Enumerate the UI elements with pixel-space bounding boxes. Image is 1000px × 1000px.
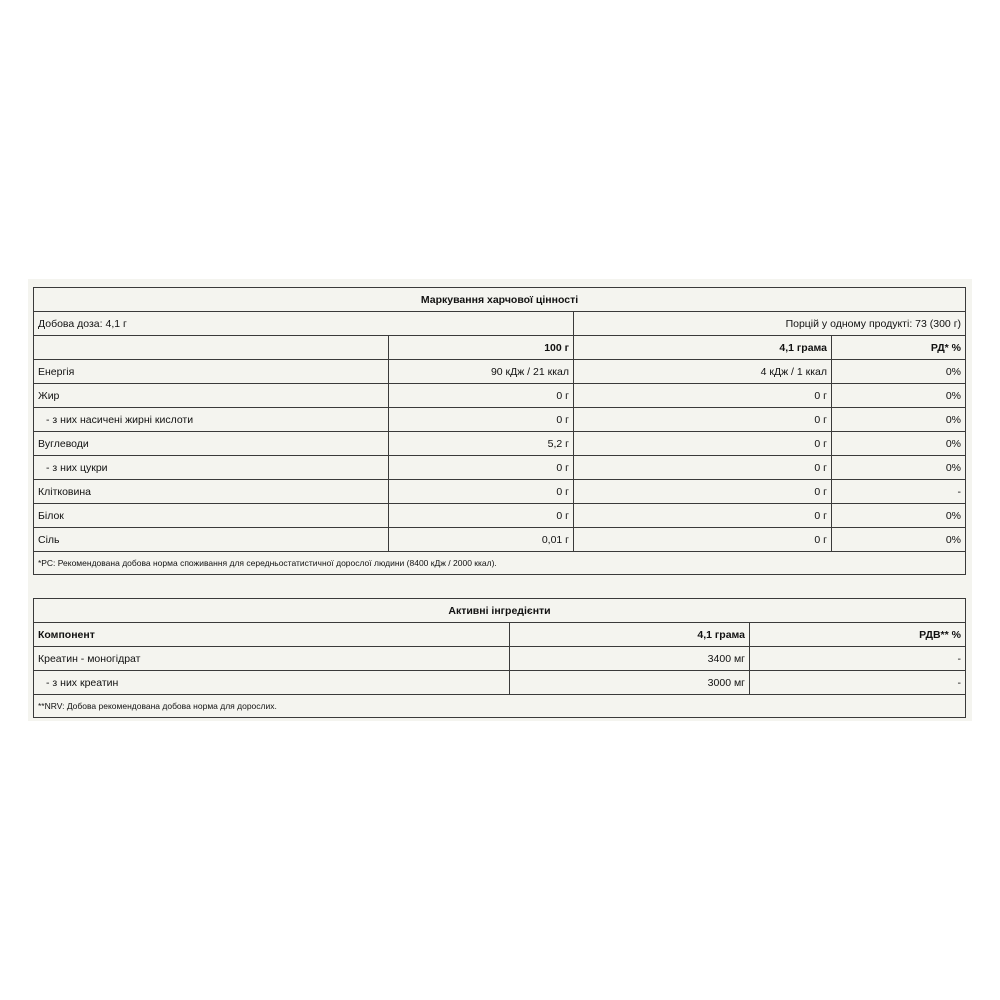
- active-footnote: **NRV: Добова рекомендована добова норма для дорослих.: [34, 695, 966, 718]
- nutrient-per-serving: 0 г: [574, 432, 832, 456]
- nutrient-name: Сіль: [34, 528, 389, 552]
- ingredient-rdv: -: [750, 671, 966, 695]
- active-header-row: [34, 623, 966, 647]
- nutrition-table-title: Маркування харчової цінності: [34, 288, 966, 312]
- header-per-100g: 100 г: [389, 336, 574, 360]
- nutrient-per-100g: 0 г: [389, 384, 574, 408]
- nutrition-header-row: [34, 336, 966, 360]
- header-amount: 4,1 грама: [510, 623, 750, 647]
- nutrient-per-100g: 0 г: [389, 480, 574, 504]
- nutrient-per-serving: 0 г: [574, 456, 832, 480]
- header-rd-percent: РД* %: [832, 336, 966, 360]
- ingredient-amount: 3400 мг: [510, 647, 750, 671]
- header-rdv-percent: РДВ** %: [750, 623, 966, 647]
- nutrition-row-sugars: [34, 456, 966, 480]
- header-nutrient: [34, 336, 389, 360]
- nutrient-name: Білок: [34, 504, 389, 528]
- nutrition-row-carbohydrates: [34, 432, 966, 456]
- nutrition-row-salt: [34, 528, 966, 552]
- nutrient-rd: 0%: [832, 384, 966, 408]
- nutrient-name: - з них цукри: [34, 456, 389, 480]
- nutrition-row-fat: [34, 384, 966, 408]
- nutrient-per-100g: 5,2 г: [389, 432, 574, 456]
- nutrient-per-serving: 0 г: [574, 408, 832, 432]
- nutrient-rd: 0%: [832, 504, 966, 528]
- nutrition-row-energy: [34, 360, 966, 384]
- nutrient-name: Енергія: [34, 360, 389, 384]
- nutrient-per-100g: 0 г: [389, 408, 574, 432]
- nutrient-per-100g: 90 кДж / 21 ккал: [389, 360, 574, 384]
- active-footnote-row: [34, 695, 966, 718]
- ingredient-name: - з них креатин: [34, 671, 510, 695]
- nutrient-per-100g: 0 г: [389, 504, 574, 528]
- nutrient-rd: 0%: [832, 432, 966, 456]
- dose-row: [34, 312, 966, 336]
- nutrition-title-row: [34, 288, 966, 312]
- active-row-creatine-monohydrate: [34, 647, 966, 671]
- nutrient-per-serving: 0 г: [574, 384, 832, 408]
- header-component: Компонент: [34, 623, 510, 647]
- nutrition-row-protein: [34, 504, 966, 528]
- nutrient-per-serving: 0 г: [574, 480, 832, 504]
- nutrient-per-serving: 0 г: [574, 504, 832, 528]
- nutrition-footnote: *РС: Рекомендована добова норма споживання для середньостатистичної дорослої людини (8400 кДж / 2000 ккал).: [34, 552, 966, 575]
- daily-dose-label: Добова доза: 4,1 г: [34, 312, 574, 336]
- nutrient-per-100g: 0,01 г: [389, 528, 574, 552]
- active-ingredients-title: Активні інгредієнти: [34, 599, 966, 623]
- ingredient-amount: 3000 мг: [510, 671, 750, 695]
- nutrition-footnote-row: [34, 552, 966, 575]
- ingredient-name: Креатин - моногідрат: [34, 647, 510, 671]
- nutrition-row-fiber: [34, 480, 966, 504]
- header-per-serving: 4,1 грама: [574, 336, 832, 360]
- nutrient-name: Жир: [34, 384, 389, 408]
- nutrient-rd: 0%: [832, 528, 966, 552]
- nutrient-rd: 0%: [832, 408, 966, 432]
- nutrient-per-100g: 0 г: [389, 456, 574, 480]
- active-row-creatine: [34, 671, 966, 695]
- nutrient-per-serving: 0 г: [574, 528, 832, 552]
- nutrient-name: Вуглеводи: [34, 432, 389, 456]
- ingredient-rdv: -: [750, 647, 966, 671]
- nutrient-per-serving: 4 кДж / 1 ккал: [574, 360, 832, 384]
- nutrient-name: - з них насичені жирні кислоти: [34, 408, 389, 432]
- nutrient-rd: 0%: [832, 360, 966, 384]
- nutrient-rd: -: [832, 480, 966, 504]
- active-title-row: [34, 599, 966, 623]
- nutrient-rd: 0%: [832, 456, 966, 480]
- nutrient-name: Клітковина: [34, 480, 389, 504]
- nutrition-row-saturated-fat: [34, 408, 966, 432]
- nutrition-facts-table: [33, 287, 966, 575]
- active-ingredients-table: [33, 598, 966, 718]
- servings-per-product-label: Порцій у одному продукті: 73 (300 г): [574, 312, 966, 336]
